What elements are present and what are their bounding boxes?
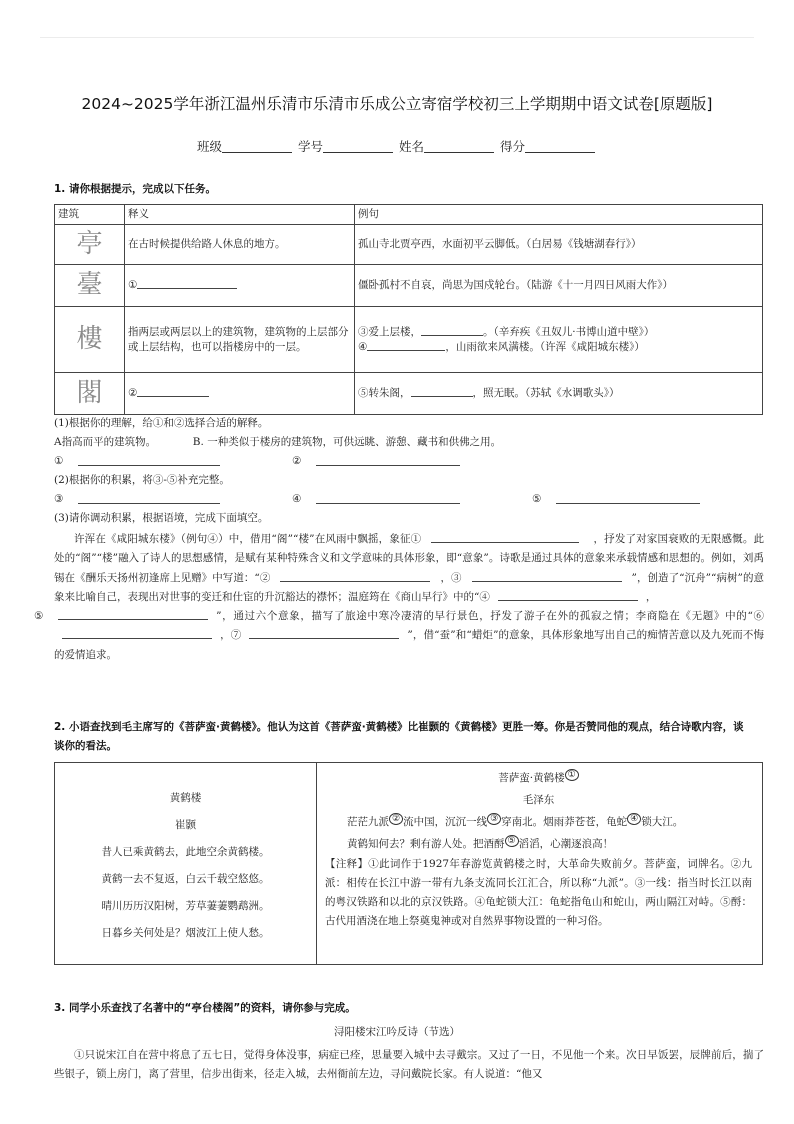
seal-glyph-tai: 臺 — [76, 270, 103, 300]
example-cell: 孤山寺北贾亭西，水面初平云脚低。（白居易《钱塘湖春行》） — [355, 225, 763, 265]
meaning-cell: 指两层或两层以上的建筑物，建筑物的上层部分或上层结构，也可以指楼房中的一层。 — [125, 307, 355, 373]
answer-blank-3[interactable] — [421, 325, 483, 336]
para-blank-7[interactable] — [249, 628, 399, 639]
sub1-blank-2[interactable] — [316, 455, 460, 466]
poem-line: 昔人已乘黄鹤去，此地空余黄鹤楼。 — [101, 846, 270, 858]
poem-line: 黄鹤一去不复返，白云千载空悠悠。 — [101, 873, 270, 885]
class-blank[interactable] — [222, 141, 292, 153]
header-meaning: 释义 — [125, 205, 355, 225]
para-blank-3[interactable] — [472, 571, 622, 582]
class-label: 班级 — [196, 139, 222, 154]
student-id-label: 学号 — [297, 139, 323, 154]
answer-blank-4[interactable] — [367, 340, 445, 351]
glyph-cell — [55, 265, 125, 307]
para-blank-1[interactable] — [431, 532, 579, 543]
example-cell: ⑤转朱阁， ，照无眠。（苏轼《水调歌头》） — [355, 373, 763, 415]
seal-glyph-ge: 閣 — [76, 378, 103, 408]
answer-blank-5[interactable] — [411, 386, 473, 397]
poem-title-right: 菩萨蛮·黄鹤楼 ① — [325, 767, 752, 789]
para-blank-4[interactable] — [498, 590, 638, 601]
sub1-blank-1[interactable] — [78, 455, 220, 466]
poem-line: 黄鹤知何去？剩有游人处。把酒酹 ⑤ 滔滔，心潮逐浪高！ — [347, 835, 614, 850]
sub2-blank-4[interactable] — [316, 493, 460, 504]
seal-glyph-lou: 樓 — [76, 324, 103, 354]
page-title: 2024~2025学年浙江温州乐清市乐清市乐成公立寄宿学校初三上学期期中语文试卷[原题版] — [81, 95, 713, 113]
meaning-cell: 在古时候提供给路人休息的地方。 — [125, 225, 355, 265]
table-row — [55, 225, 763, 265]
poem-line: 晴川历历汉阳树，芳草萋萋鹦鹉洲。 — [101, 900, 270, 912]
glyph-cell — [55, 307, 125, 373]
mao-poem-cell — [317, 763, 763, 965]
header-example: 例句 — [355, 205, 763, 225]
student-info-line — [0, 137, 794, 155]
top-rule — [40, 37, 754, 38]
answer-blank-1[interactable] — [137, 278, 237, 289]
poem-author-left: 崔颢 — [175, 819, 196, 831]
question-1-prompt: 1. 请你根据提示，完成以下任务。 — [54, 183, 216, 195]
header-building: 建筑 — [55, 205, 125, 225]
name-blank[interactable] — [424, 141, 494, 153]
para-blank-5[interactable] — [58, 609, 208, 620]
table-row — [55, 763, 763, 965]
excerpt-title: 浔阳楼宋江吟反诗（节选） — [334, 1026, 460, 1038]
example-cell: ③爱上层楼， 。（辛弃疾《丑奴儿·书博山道中壁》） ④ ，山雨欲来风满楼。（许浑《咸阳城东楼》） — [355, 307, 763, 373]
answer-blank-2[interactable] — [137, 386, 209, 397]
excerpt-paragraph: ①只说宋江自在营中将息了五七日，觉得身体没事，病症已痊，思量要入城中去寻戴宗。又过了一日，不见他一个来。次日早饭罢，辰牌前后，揣了些银子，锁上房门，离了营里，信步出街来，径走入城，去州衙前左边，寻问戴院长家。有人说道：“他又 — [54, 1049, 764, 1081]
table-row — [55, 307, 763, 373]
question-1-context-paragraph: 许浑在《咸阳城东楼》（例句④）中，借用“阁”“楼”在风雨中飘摇，象征① ，抒发了对家国衰败的无限感慨。此处的“阁”“楼”融入了诗人的思想感情，是赋有某种特殊含义和文学意味的具体形象，即“意象”。诗歌是通过具体的意象来承载情感和思想的。例如，刘禹锡在《酬乐天扬州初逢席上见赠》中写道：“② ，③ ”，创造了“沉舟”“病树”的意象来比喻自己，表现出对世事的变迁和仕宦的升沉豁达的襟怀；温庭筠在《商山早行》中的“④ ， ⑤ ”，通过六个意象，描写了旅途中寒冷凄清的早行景色，抒发了游子在外的孤寂之情；李商隐在《无题》中的“⑥，⑦ ”，借“蚕”和“蜡炬”的意象，具体形象地写出自己的痴情苦意以及九死而不悔的爱情追求。 — [34, 533, 765, 661]
question-3-prompt: 3. 同学小乐查找了名著中的“亭台楼阁”的资料，请你参与完成。 — [54, 1002, 356, 1014]
table-header-row — [55, 205, 763, 225]
table-row — [55, 373, 763, 415]
sub2-blank-3[interactable] — [78, 493, 220, 504]
poem-author-right: 毛泽东 — [522, 794, 555, 806]
sub2-blank-5[interactable] — [556, 493, 700, 504]
para-blank-6[interactable] — [62, 628, 212, 639]
meaning-cell: ② — [125, 373, 355, 415]
question-2-prompt: 2. 小语查找到毛主席写的《菩萨蛮·黄鹤楼》。他认为这首《菩萨蛮·黄鹤楼》比崔颢的《黄鹤楼》更胜一筹。你是否赞同他的观点，结合诗歌内容，谈谈你的看法。 — [54, 721, 744, 752]
poem-line: 茫茫九派 ② 流中国，沉沉一线 ③ 穿南北。烟雨莽苍苍，龟蛇 ④ 锁大江。 — [347, 813, 684, 828]
poem-annotation: 【注释】①此词作于1927年春游览黄鹤楼之时，大革命失败前夕。菩萨蛮，词牌名。②九派：相传在长江中游一带有九条支流同长江汇合，所以称“九派”。③一线：指当时长江以南的粤汉铁路和以北的京汉铁路。④龟蛇锁大江：龟蛇指龟山和蛇山，两山隔江对峙。⑤酹：古代用酒浇在地上祭奠鬼神或对自然界事物设置的一种习俗。 — [325, 858, 752, 927]
student-id-blank[interactable] — [323, 141, 393, 153]
seal-glyph-ting: 亭 — [76, 229, 103, 259]
cuihao-poem-cell — [55, 763, 317, 965]
architecture-table — [54, 204, 763, 415]
example-cell: 僵卧孤村不自哀，尚思为国戍轮台。（陆游《十一月四日风雨大作》） — [355, 265, 763, 307]
score-blank[interactable] — [525, 141, 595, 153]
glyph-cell — [55, 225, 125, 265]
name-label: 姓名 — [398, 139, 424, 154]
poem-title-left: 黄鹤楼 — [169, 792, 202, 804]
question-1-subparts: (1)根据你的理解，给①和②选择合适的解释。 A指高而平的建筑物。 B. 一种类似于楼房的建筑物，可供远眺、游憩、藏书和供佛之用。 ① ② (2)根据你的积累，将③-⑤补充完整。 ③ ④ ⑤ (3)请你调动积累，根据语境，完成下面填空。 — [54, 414, 764, 528]
poem-comparison-table — [54, 762, 763, 965]
para-blank-2[interactable] — [280, 571, 430, 582]
score-label: 得分 — [499, 139, 525, 154]
table-row — [55, 265, 763, 307]
glyph-cell — [55, 373, 125, 415]
poem-line: 日暮乡关何处是？烟波江上使人愁。 — [101, 927, 270, 939]
meaning-cell: ① — [125, 265, 355, 307]
